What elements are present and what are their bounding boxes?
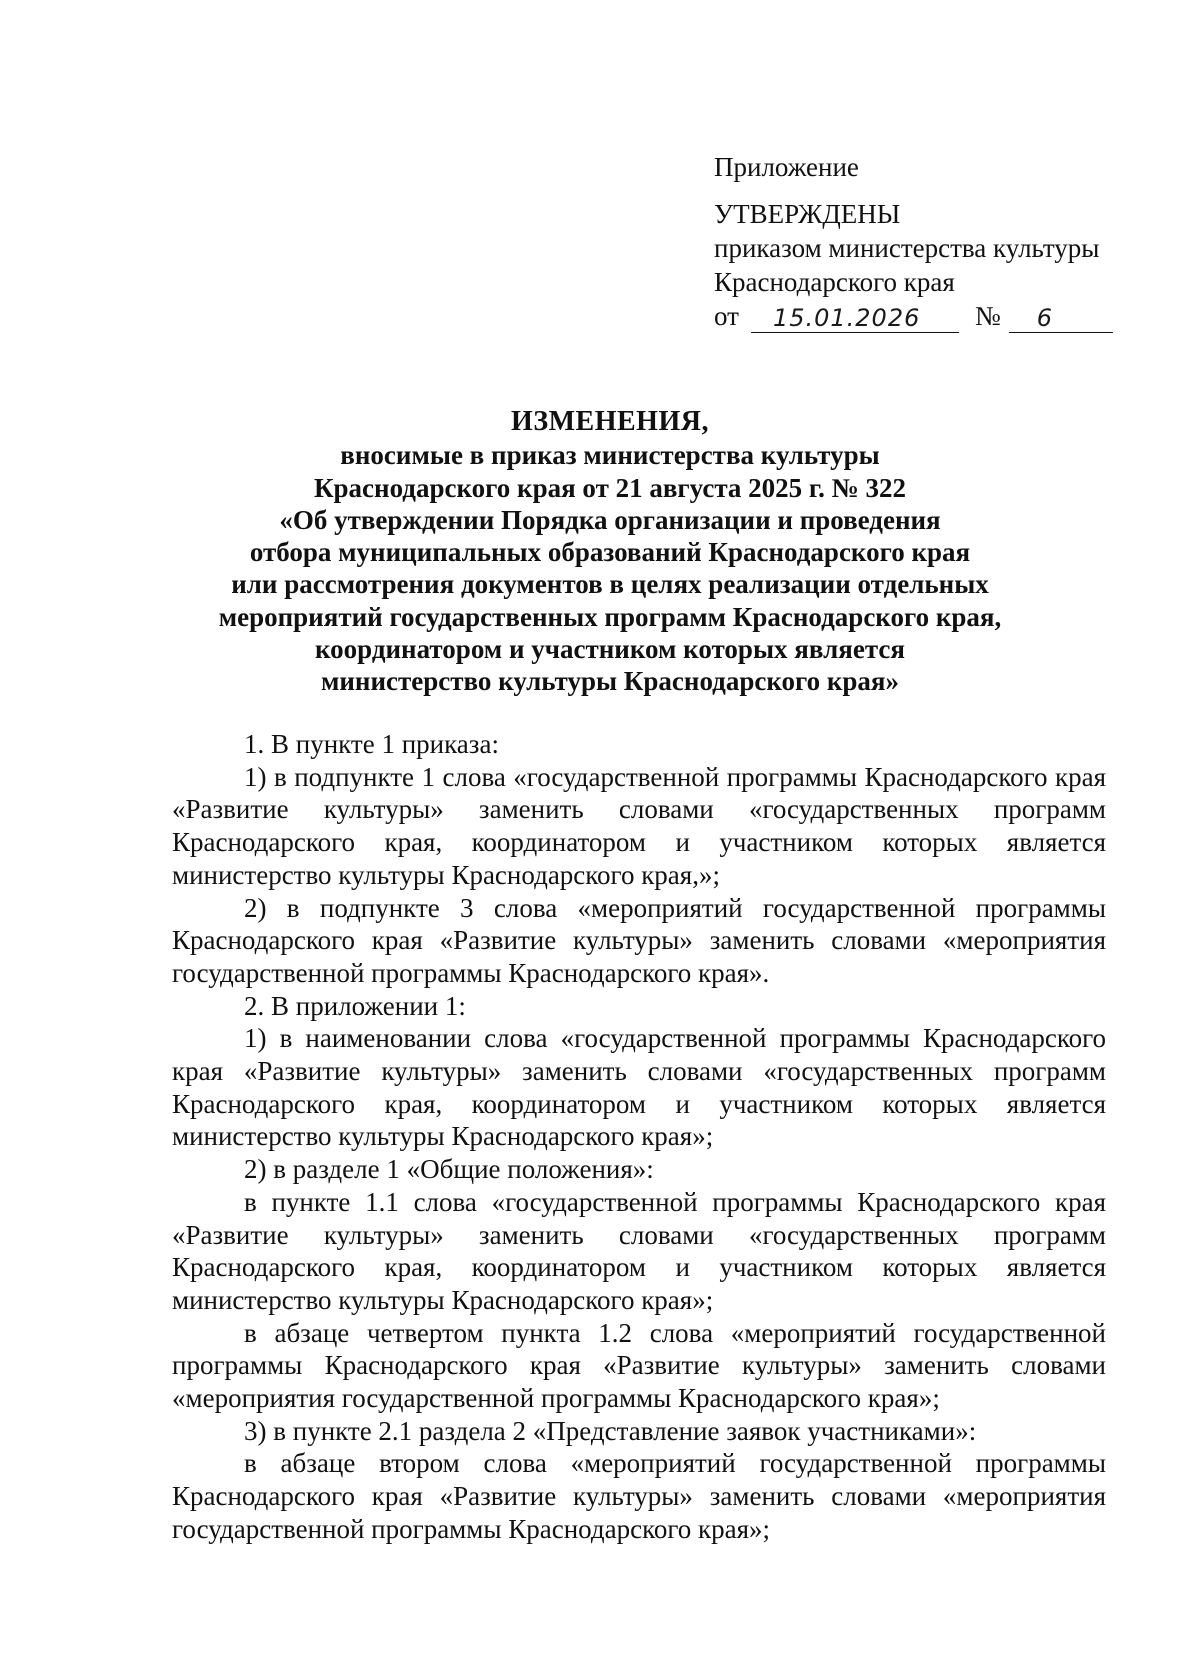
appendix-label: Приложение: [714, 152, 859, 182]
heading-line: вносимые в приказ министерства культуры: [340, 440, 880, 471]
heading-line: «Об утверждении Порядка организации и проведения: [279, 504, 941, 535]
paragraph: 2. В приложении 1:: [244, 990, 466, 1021]
approved-label: УТВЕРЖДЕНЫ: [714, 199, 901, 229]
paragraph: в абзаце втором слова «мероприятий государственной программы Краснодарского края «Развитие культуры» заменить словами «мероприятия государственной программы Краснодарского края»;: [172, 1448, 1106, 1544]
paragraph: в абзаце четвертом пункта 1.2 слова «мероприятий государственной программы Краснодарского края «Развитие культуры» заменить словами «мероприятия государственной программы Краснодарского края»;: [172, 1317, 1106, 1414]
handwritten-date: 15.01.2026: [751, 303, 959, 333]
paragraph: 1) в наименовании слова «государственной программы Краснодарского края «Развитие культуры» заменить словами «государственных программ Краснодарского края, координатором и участником которых является министерство культуры Краснодарского края»;: [172, 1023, 1106, 1152]
paragraph: 3) в пункте 2.1 раздела 2 «Представление заявок участниками»:: [244, 1415, 977, 1446]
paragraph: 1. В пункте 1 приказа:: [244, 729, 499, 759]
heading-line: координатором и участником которых является: [314, 634, 906, 665]
heading-line: отбора муниципальных образований Краснодарского края: [249, 537, 971, 568]
paragraph: 2) в подпункте 3 слова «мероприятий государственной программы Краснодарского края «Развитие культуры» заменить словами «мероприятия государственной программы Краснодарского края».: [172, 892, 1106, 988]
heading-title: ИЗМЕНЕНИЯ,: [511, 406, 709, 437]
order-date-number: [714, 299, 1114, 333]
approval-block: [714, 150, 1114, 333]
heading-line: Краснодарского края от 21 августа 2025 г. № 322: [313, 472, 907, 503]
paragraph: 1) в подпункте 1 слова «государственной программы Краснодарского края «Развитие культуры» заменить словами «государственных программ Краснодарского края, координатором и участником которых является министерство культуры Краснодарского края,»;: [172, 761, 1106, 890]
spacer: [714, 184, 1114, 197]
paragraph: 2) в разделе 1 «Общие положения»:: [244, 1154, 654, 1185]
by-order-line: приказом министерства культуры: [714, 233, 1100, 263]
document-heading: [150, 406, 1070, 698]
handwritten-number: 6: [1009, 303, 1113, 333]
paragraph: в пункте 1.1 слова «государственной программы Краснодарского края «Развитие культуры» заменить словами «государственных программ Краснодарского края, координатором и участником которых является министерство культуры Краснодарского края»;: [172, 1186, 1106, 1315]
document-body: [172, 728, 1106, 1546]
number-prefix: №: [974, 301, 1001, 331]
heading-line: или рассмотрения документов в целях реализации отдельных: [231, 569, 989, 600]
region-line: Краснодарского края: [714, 267, 955, 297]
heading-line: мероприятий государственных программ Краснодарского края,: [218, 601, 1002, 632]
heading-line: министерство культуры Краснодарского края»: [320, 666, 900, 697]
date-prefix: от: [714, 301, 739, 331]
